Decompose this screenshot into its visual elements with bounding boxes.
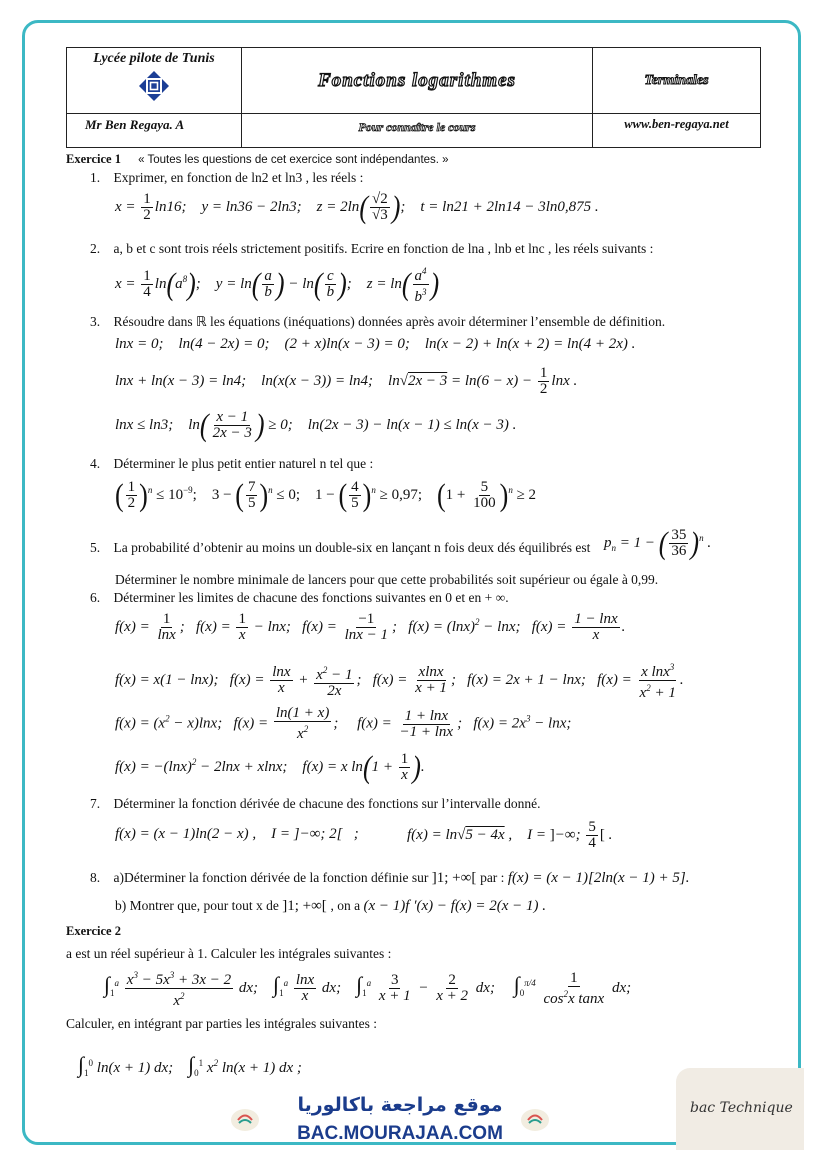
ex2-text2: Calculer, en intégrant par parties les intégrales suivantes : <box>66 1016 377 1031</box>
school-cell <box>67 48 242 114</box>
q5-text2: Déterminer le nombre minimale de lancers pour que cette probabilités soit supérieur ou égale à 0,99. <box>115 572 659 587</box>
ex1-intro: « Toutes les questions de cet exercice sont indépendantes. » <box>138 154 449 166</box>
author-cell <box>67 114 242 148</box>
ex2-label: Exercice 2 <box>66 924 121 938</box>
q3-line1: lnx = 0; ln(4 − 2x) = 0; (2 + x)ln(x − 3) = 0; ln(x − 2) + ln(x + 2) = ln(4 + 2x) . <box>115 336 636 352</box>
school-name: Lycée pilote de Tunis <box>93 51 215 66</box>
ex1-label: Exercice 1 <box>66 152 121 166</box>
q5-text: 5. La probabilité d’obtenir au moins un double-six en lançant n fois deux dés équilibrés est <box>90 540 591 555</box>
q7-text: 7. Déterminer la fonction dérivée de chacune des fonctions sur l’intervalle donné. <box>90 796 541 811</box>
q6-text: 6. Déterminer les limites de chacune des fonctions suivantes en 0 et en + ∞. <box>90 590 509 605</box>
q6-line3: $f(x) = (x^2 - x)\ln x$; f(x) = $\frac{\ln(1 + x)}{x^2}$ ; f(x) = $\frac{1 + \ln x}{-1 + \ln x}$ ; $f(x) = 2x^3 - \ln x$; <box>115 705 572 742</box>
footer-arabic: موقع مراجعة باكالوريا <box>297 1094 503 1116</box>
q2-formulas: x = $\frac{1}{4}$ $\ln(a^8)$; y = ln( $\frac{a}{b}$ ) − ln( $\frac{c}{b}$ ); z = ln( $\frac{a^4}{b^3}$ ) <box>115 266 440 305</box>
website-cell <box>593 114 761 148</box>
q6-line4: $f(x) = -(\ln x)^2 - 2\ln x + xlnx$; f(x) = x ln(1 + $\frac{1}{x}$ ). <box>115 749 425 785</box>
doc-subtitle: Pour connaître le cours <box>358 120 476 134</box>
header-table <box>66 47 761 148</box>
q7-formula2: f(x) = ln√5 − 4x , I = ]−∞; $\frac{5}{4}$ [ . <box>407 819 613 851</box>
footer-logo-right-icon <box>520 1106 550 1132</box>
q6-line1: f(x) = $\frac{1}{\ln x}$ ; f(x) = $\frac{1}{x}$ − lnx; f(x) = $\frac{-1}{\ln x - 1}$ ; $f(x) = (\ln x)^2 - \ln x$; f(x) = $\frac{1 - \ln x}{x}$ . <box>115 611 626 643</box>
ex1-heading <box>66 152 449 167</box>
q4-formulas: ( $\frac{1}{2}$ )$^n \le 10^{-9}$; 3 − ( $\frac{7}{5}$ )$^n$ ≤ 0; 1 − ( $\frac{4}{5}$ )$^n$ ≥ 0,97; (1 + $\frac{5}{100}$ )$^n$ ≥ 2 <box>115 477 537 513</box>
ex2-integrals: $\int_1^a$ $\frac{x^3 - 5x^3 + 3x - 2}{x^2}$ dx; $\int_1^a$ $\frac{\ln x}{x}$ dx; $\int_1^a$ $\frac{3}{x + 1}$ − $\frac{2}{x + 2}$ dx; $\int_0^{\pi/4}$ $\frac{1}{\cos^2x \tan x}$ dx; <box>104 969 632 1009</box>
q8a-text: 8. a)Déterminer la fonction dérivée de la fonction définie sur ]1; +∞[ par : f(x) = (x − 1)[2ln(x − 1) + 5]. <box>90 870 690 886</box>
q3-line2: lnx + ln(x − 3) = ln4; ln(x(x − 3)) = ln4; ln√2x − 3 = ln(6 − x) − $\frac{1}{2}$ lnx . <box>115 365 578 397</box>
q1-formulas: x = $\frac{1}{2}$ ln16; y = ln36 − 2ln3; z = 2ln( $\frac{√2}{√3}$ ); t = ln21 + 2ln14 − 3ln0,875 . <box>115 189 599 225</box>
q8b-text: b) Montrer que, pour tout x de ]1; +∞[ , on a (x − 1)f ′(x) − f(x) = 2(x − 1) . <box>115 898 546 914</box>
q3-line3: lnx ≤ ln3; ln( $\frac{x - 1}{2x - 3}$ ) ≥ 0; ln(2x − 3) − ln(x − 1) ≤ ln(x − 3) . <box>115 407 517 443</box>
subtitle-cell <box>242 114 593 148</box>
q1-text: 1. Exprimer, en fonction de ln2 et ln3 , les réels : <box>90 170 364 185</box>
website-link[interactable]: www.ben-regaya.net <box>624 117 729 131</box>
q4-text: 4. Déterminer le plus petit entier naturel n tel que : <box>90 456 374 471</box>
footer-stamp <box>676 1068 804 1150</box>
ex2-intro: a est un réel supérieur à 1. Calculer les intégrales suivantes : <box>66 946 392 961</box>
ex2-parts-integrals: $\int_1^0$ ln(x + 1) dx; $\int_0^1$ $x^2$ ln(x + 1) dx ; <box>78 1052 302 1078</box>
author-name: Mr Ben Regaya. A <box>85 117 185 132</box>
q7-formula1: f(x) = (x − 1)ln(2 − x) , I = ]−∞; 2[ ; <box>115 826 359 842</box>
level-cell <box>593 48 761 114</box>
q3-text: 3. Résoudre dans ℝ les équations (inéquations) données après avoir déterminer l’ensemble de définition. <box>90 314 666 329</box>
school-logo-icon <box>138 70 170 102</box>
footer-site[interactable]: BAC.MOURAJAA.COM <box>297 1123 503 1144</box>
footer-logo-left-icon <box>230 1106 260 1132</box>
q6-line2: f(x) = x(1 − lnx); f(x) = $\frac{\ln x}{x}$ + $\frac{x^2 - 1}{2x}$ ; f(x) = $\frac{xlnx}{x + 1}$ ; f(x) = 2x + 1 − lnx; f(x) = $\frac{x \ln x^3}{x^2 + 1}$ . <box>115 662 684 701</box>
q5-formula: $p_n = 1$ − ( $\frac{35}{36}$ )$^n$ . <box>604 525 712 561</box>
title-cell <box>242 48 593 114</box>
q2-text: 2. a, b et c sont trois réels strictement positifs. Ecrire en fonction de lna , lnb et lnc , les réels suivants : <box>90 241 654 256</box>
level-label: Terminales <box>644 72 709 88</box>
doc-title: Fonctions logarithmes <box>318 69 516 91</box>
footer-stamp-text: bac Technique <box>690 1100 793 1116</box>
